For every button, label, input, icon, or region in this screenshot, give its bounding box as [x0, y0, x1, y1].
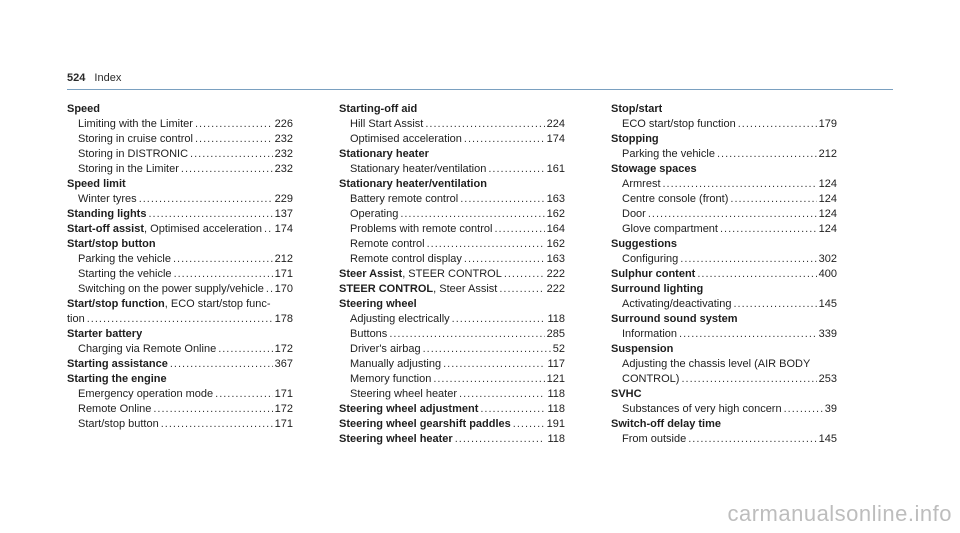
dot-leader — [170, 357, 273, 372]
index-entry — [611, 327, 837, 342]
page-ref: 124 — [818, 178, 837, 190]
index-entry — [67, 357, 293, 372]
page-ref: 124 — [818, 223, 837, 235]
dot-leader — [195, 132, 273, 147]
page-ref: 124 — [818, 193, 837, 205]
index-subentry: Steering wheel heater — [350, 388, 458, 400]
index-entry — [339, 132, 565, 147]
page-ref: 174 — [546, 133, 565, 145]
index-subentry: Remote control — [350, 238, 425, 250]
index-entry — [339, 207, 565, 222]
index-subentry: Winter tyres — [78, 193, 137, 205]
index-term — [611, 312, 738, 327]
index-entry — [67, 177, 293, 192]
dot-leader — [423, 342, 551, 357]
page-ref: 226 — [274, 118, 293, 130]
dot-leader — [161, 417, 273, 432]
index-term — [611, 342, 673, 357]
index-heading: Stopping — [611, 133, 659, 145]
index-entry — [339, 267, 565, 282]
index-term — [339, 282, 497, 297]
index-entry — [339, 177, 565, 192]
index-term — [67, 102, 100, 117]
index-entry — [611, 402, 837, 417]
index-subentry: Start/stop button — [78, 418, 159, 430]
index-subentry: Substances of very high concern — [622, 403, 782, 415]
dot-leader — [139, 192, 273, 207]
dot-leader — [215, 387, 273, 402]
dot-leader — [87, 312, 273, 327]
index-entry — [67, 417, 293, 432]
index-term — [611, 132, 659, 147]
dot-leader — [494, 222, 544, 237]
index-subentry: Parking the vehicle — [622, 148, 715, 160]
dot-leader — [427, 237, 545, 252]
index-term — [611, 417, 721, 432]
index-entry — [339, 162, 565, 177]
index-entry — [611, 237, 837, 252]
page-ref: 161 — [546, 163, 565, 175]
index-subentry: Charging via Remote Online — [78, 343, 217, 355]
index-subentry: Driver's airbag — [350, 343, 421, 355]
index-entry — [611, 132, 837, 147]
dot-leader — [433, 372, 544, 387]
index-term — [611, 162, 697, 177]
index-entry — [611, 312, 837, 327]
dot-leader — [648, 207, 817, 222]
index-term — [339, 147, 429, 162]
dot-leader — [738, 117, 817, 132]
index-heading: Starter battery — [67, 328, 143, 340]
page-ref: 172 — [274, 343, 293, 355]
index-heading: Steering wheel adjustment — [339, 403, 479, 415]
index-heading: Speed limit — [67, 178, 126, 190]
index-entry — [67, 402, 293, 417]
page-ref: 118 — [547, 433, 565, 445]
section-title: Index — [94, 72, 122, 84]
index-term — [339, 402, 478, 417]
index-term — [339, 177, 487, 192]
dot-leader — [443, 357, 545, 372]
index-entry — [339, 372, 565, 387]
dot-leader — [488, 162, 544, 177]
index-subentry: Emergency operation mode — [78, 388, 214, 400]
index-entry — [67, 222, 293, 237]
index-entry — [611, 162, 837, 177]
index-term-continued: tion — [67, 313, 85, 325]
index-entry — [611, 357, 837, 372]
dot-leader — [218, 342, 272, 357]
page-ref: 124 — [818, 208, 837, 220]
index-entry — [611, 417, 837, 432]
index-entry — [611, 252, 837, 267]
page-ref: 212 — [818, 148, 837, 160]
index-column-2 — [339, 102, 565, 447]
index-subentry: ECO start/stop function — [622, 118, 736, 130]
dot-leader — [513, 417, 545, 432]
index-entry — [67, 342, 293, 357]
index-term — [611, 267, 695, 282]
page-ref: 145 — [818, 433, 837, 445]
dot-leader — [153, 402, 272, 417]
index-subentry: Door — [622, 208, 646, 220]
page-ref: 212 — [274, 253, 293, 265]
index-heading: Surround sound system — [611, 313, 738, 325]
page-ref: 172 — [274, 403, 293, 415]
index-entry — [67, 207, 293, 222]
index-heading: Stationary heater — [339, 148, 429, 160]
index-term — [339, 417, 511, 432]
index-term — [67, 327, 142, 342]
index-heading: Steering wheel gearshift paddles — [339, 418, 511, 430]
page-ref: 232 — [274, 148, 293, 160]
index-entry — [67, 147, 293, 162]
index-subentry: Storing in DISTRONIC — [78, 148, 189, 160]
index-entry — [339, 237, 565, 252]
index-entry — [67, 102, 293, 117]
index-term — [339, 267, 502, 282]
page-ref: 162 — [546, 208, 565, 220]
index-heading: Steer Assist — [339, 268, 403, 280]
index-entry — [611, 207, 837, 222]
index-subentry: Switching on the power supply/vehicle — [78, 283, 264, 295]
index-entry — [339, 282, 565, 297]
index-reference: , ECO start/stop func- — [164, 298, 271, 310]
index-subentry: Buttons — [350, 328, 388, 340]
page-ref: 222 — [546, 283, 565, 295]
dot-leader — [717, 147, 817, 162]
index-heading: Surround lighting — [611, 283, 704, 295]
dot-leader — [464, 132, 545, 147]
index-column-1 — [67, 102, 293, 432]
dot-leader — [455, 432, 546, 447]
index-subentry: Problems with remote control — [350, 223, 493, 235]
index-entry — [611, 192, 837, 207]
index-subentry: Optimised acceleration — [350, 133, 462, 145]
index-entry — [611, 282, 837, 297]
page-ref: 232 — [274, 163, 293, 175]
index-entry — [339, 327, 565, 342]
page-ref: 339 — [818, 328, 837, 340]
dot-leader — [480, 402, 545, 417]
index-subentry: Starting the vehicle — [78, 268, 172, 280]
page-ref: 224 — [546, 118, 565, 130]
index-subentry: Hill Start Assist — [350, 118, 424, 130]
index-entry — [67, 252, 293, 267]
index-reference: , Optimised acceleration — [144, 223, 263, 235]
index-entry — [611, 177, 837, 192]
index-subentry: Information — [622, 328, 678, 340]
dot-leader — [688, 432, 816, 447]
index-heading: Start/stop button — [67, 238, 156, 250]
page-ref: 118 — [547, 388, 565, 400]
page-header — [67, 72, 121, 84]
index-subentry: Centre console (front) — [622, 193, 729, 205]
index-term — [67, 177, 126, 192]
index-subentry: Remote Online — [78, 403, 152, 415]
index-subentry: Storing in cruise control — [78, 133, 193, 145]
index-heading: Starting the engine — [67, 373, 167, 385]
index-entry — [67, 267, 293, 282]
dot-leader — [173, 252, 273, 267]
dot-leader — [389, 327, 544, 342]
index-subentry: Parking the vehicle — [78, 253, 171, 265]
index-heading: SVHC — [611, 388, 642, 400]
index-entry — [611, 432, 837, 447]
index-entry — [67, 162, 293, 177]
index-term — [67, 207, 146, 222]
page-ref: 118 — [547, 313, 565, 325]
page-ref: 179 — [818, 118, 837, 130]
index-heading: Steering wheel — [339, 298, 417, 310]
dot-leader — [174, 267, 273, 282]
index-term — [67, 357, 168, 372]
page-ref: 164 — [546, 223, 565, 235]
index-heading: Starting-off aid — [339, 103, 418, 115]
dot-leader — [400, 207, 544, 222]
page-ref: 121 — [546, 373, 565, 385]
index-entry — [611, 102, 837, 117]
page-ref: 145 — [818, 298, 837, 310]
index-term — [611, 237, 677, 252]
index-entry — [611, 267, 837, 282]
index-subentry: Armrest — [622, 178, 661, 190]
page-ref: 163 — [546, 253, 565, 265]
index-term — [339, 297, 417, 312]
dot-leader — [452, 312, 546, 327]
index-term — [611, 102, 662, 117]
index-entry — [339, 192, 565, 207]
page-ref: 222 — [546, 268, 565, 280]
index-subentry: CONTROL) — [622, 373, 680, 385]
dot-leader — [181, 162, 273, 177]
dot-leader — [697, 267, 816, 282]
index-entry — [339, 147, 565, 162]
index-entry — [339, 402, 565, 417]
index-entry — [339, 342, 565, 357]
index-entry — [611, 372, 837, 387]
page-number: 524 — [67, 72, 86, 84]
index-heading: Stowage spaces — [611, 163, 697, 175]
index-entry — [67, 387, 293, 402]
index-heading: Steering wheel heater — [339, 433, 453, 445]
index-heading: Stop/start — [611, 103, 663, 115]
index-entry — [339, 117, 565, 132]
index-heading: Start-off assist — [67, 223, 145, 235]
index-term — [67, 297, 271, 312]
dot-leader — [504, 267, 545, 282]
index-entry — [67, 327, 293, 342]
page-ref: 178 — [274, 313, 293, 325]
index-entry — [67, 132, 293, 147]
index-term — [339, 102, 417, 117]
index-entry — [339, 222, 565, 237]
index-term — [611, 282, 703, 297]
dot-leader — [679, 327, 817, 342]
index-entry — [339, 312, 565, 327]
header-rule — [67, 89, 893, 90]
page-ref: 302 — [818, 253, 837, 265]
index-entry — [339, 387, 565, 402]
index-column-3 — [611, 102, 837, 447]
index-subentry: From outside — [622, 433, 687, 445]
dot-leader — [681, 372, 816, 387]
dot-leader — [425, 117, 544, 132]
index-heading: Stationary heater/ventilation — [339, 178, 487, 190]
index-entry — [67, 372, 293, 387]
dot-leader — [190, 147, 273, 162]
page-ref: 137 — [274, 208, 293, 220]
index-subentry: Storing in the Limiter — [78, 163, 179, 175]
index-subentry: Glove compartment — [622, 223, 718, 235]
dot-leader — [264, 222, 273, 237]
index-entry — [339, 102, 565, 117]
page-ref: 232 — [274, 133, 293, 145]
index-entry — [67, 117, 293, 132]
index-entry — [339, 252, 565, 267]
index-subentry: Operating — [350, 208, 399, 220]
index-entry — [611, 297, 837, 312]
index-subentry: Limiting with the Limiter — [78, 118, 193, 130]
index-term — [339, 432, 453, 447]
index-heading: Sulphur content — [611, 268, 696, 280]
dot-leader — [460, 192, 544, 207]
index-subentry: Adjusting electrically — [350, 313, 450, 325]
index-subentry: Configuring — [622, 253, 679, 265]
index-entry — [67, 192, 293, 207]
watermark: carmanualsonline.info — [727, 501, 952, 526]
index-subentry: Remote control display — [350, 253, 462, 265]
index-entry — [611, 117, 837, 132]
page-ref: 118 — [547, 403, 565, 415]
index-heading: STEER CONTROL — [339, 283, 434, 295]
index-heading: Suspension — [611, 343, 674, 355]
page-ref: 171 — [274, 268, 293, 280]
index-entry — [339, 297, 565, 312]
index-entry — [611, 387, 837, 402]
dot-leader — [266, 282, 273, 297]
dot-leader — [730, 192, 816, 207]
index-heading: Speed — [67, 103, 101, 115]
index-heading: Start/stop function — [67, 298, 165, 310]
index-term — [611, 387, 642, 402]
page-ref: 367 — [274, 358, 293, 370]
page-ref: 285 — [546, 328, 565, 340]
page-ref: 170 — [274, 283, 293, 295]
dot-leader — [464, 252, 545, 267]
index-entry — [339, 417, 565, 432]
page-ref: 174 — [274, 223, 293, 235]
index-entry — [339, 432, 565, 447]
page-ref: 191 — [546, 418, 565, 430]
page-ref: 400 — [818, 268, 837, 280]
index-reference: , STEER CONTROL — [402, 268, 502, 280]
index-subentry: Battery remote control — [350, 193, 459, 205]
index-subentry: Manually adjusting — [350, 358, 442, 370]
page-ref: 39 — [824, 403, 837, 415]
index-term — [67, 372, 167, 387]
page-ref: 171 — [274, 418, 293, 430]
page-ref: 253 — [818, 373, 837, 385]
index-entry — [67, 237, 293, 252]
dot-leader — [784, 402, 823, 417]
dot-leader — [663, 177, 817, 192]
index-entry — [67, 312, 293, 327]
index-heading: Standing lights — [67, 208, 147, 220]
index-entry — [611, 342, 837, 357]
dot-leader — [459, 387, 545, 402]
index-entry — [611, 222, 837, 237]
index-subentry: Activating/deactivating — [622, 298, 732, 310]
dot-leader — [195, 117, 273, 132]
index-term — [67, 237, 156, 252]
index-entry — [611, 147, 837, 162]
index-entry — [67, 282, 293, 297]
index-subentry: Adjusting the chassis level (AIR BODY — [622, 358, 811, 370]
page-ref: 171 — [274, 388, 293, 400]
dot-leader — [720, 222, 817, 237]
index-heading: Suggestions — [611, 238, 678, 250]
index-subentry: Memory function — [350, 373, 432, 385]
page-ref: 229 — [274, 193, 293, 205]
index-term — [67, 222, 262, 237]
page-ref: 52 — [552, 343, 565, 355]
page-ref: 162 — [546, 238, 565, 250]
dot-leader — [680, 252, 816, 267]
dot-leader — [499, 282, 544, 297]
dot-leader — [148, 207, 272, 222]
index-heading: Switch-off delay time — [611, 418, 722, 430]
index-heading: Starting assistance — [67, 358, 168, 370]
dot-leader — [733, 297, 816, 312]
page-ref: 117 — [547, 358, 565, 370]
index-entry — [67, 297, 293, 312]
index-entry — [339, 357, 565, 372]
index-reference: , Steer Assist — [433, 283, 498, 295]
index-subentry: Stationary heater/ventilation — [350, 163, 487, 175]
page-ref: 163 — [546, 193, 565, 205]
